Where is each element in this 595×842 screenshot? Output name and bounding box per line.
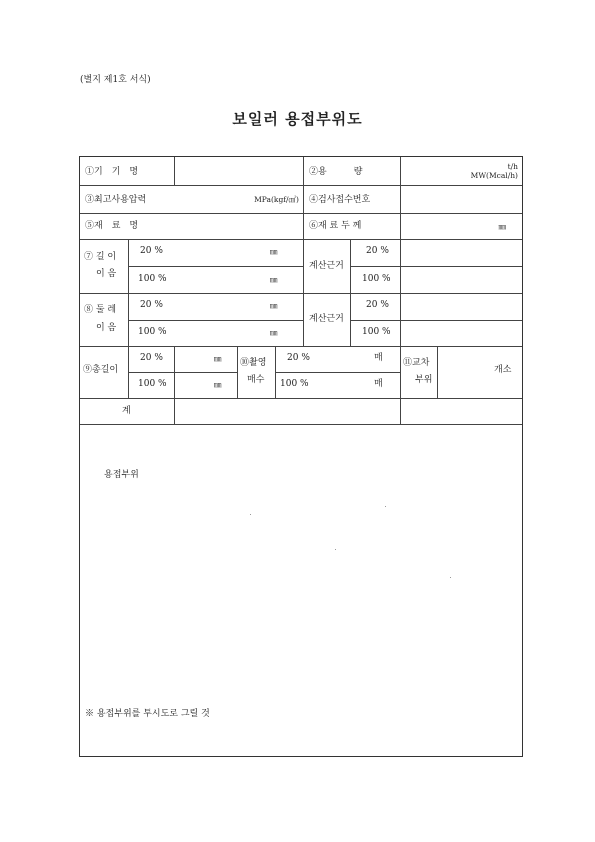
film-pct-20: 20 % [287,353,310,363]
weld-area-label: 용접부위 [104,470,139,480]
total-unit-2: ㎜ [214,380,222,389]
cross-area-label-2: 부위 [415,375,433,385]
film-pct-100: 100 % [280,379,309,389]
long-joint-unit-1: ㎜ [270,247,278,256]
capacity-label: ②용 량 [309,167,363,177]
long-joint-label: ⑦ 길 이 [84,252,117,262]
circ-basis-pct-100: 100 % [362,327,391,337]
thickness-unit: ㎜ [498,222,506,231]
film-unit-1: 매 [374,353,383,363]
material-thickness-label: ⑥재 료 두 께 [309,221,362,231]
long-basis-pct-20: 20 % [366,246,389,256]
max-pressure-label: ③최고사용압력 [85,195,147,205]
form-reference: (별지 제1호 서식) [80,75,151,85]
total-length-label: ⑨총길이 [83,365,119,375]
equipment-name-label: ①기 기 명 [85,167,139,177]
cross-area-label: ⑪교차 [403,358,430,368]
cross-area-unit: 개소 [494,365,512,375]
long-joint-unit-2: ㎜ [270,275,278,284]
circ-joint-label: ⑧ 둘 레 [84,305,117,315]
inspection-number-label: ④검사접수번호 [309,195,371,205]
film-count-label-2: 매수 [247,375,265,385]
long-joint-pct-100: 100 % [138,274,167,284]
capacity-unit-bottom: MW(Mcal/h) [470,171,518,180]
circ-joint-pct-20: 20 % [140,300,163,310]
film-unit-2: 매 [374,379,383,389]
capacity-unit-top: t/h [507,162,518,171]
total-pct-100: 100 % [138,379,167,389]
total-unit-1: ㎜ [214,354,222,363]
film-count-label: ⑩촬영 [240,358,267,368]
page-title: 보일러 용접부위도 [232,110,363,128]
circ-joint-basis: 계산근거 [309,314,344,324]
drawing-note: ※ 용접부위를 투시도로 그릴 것 [85,709,210,719]
circ-joint-pct-100: 100 % [138,327,167,337]
long-joint-pct-20: 20 % [140,246,163,256]
total-pct-20: 20 % [140,353,163,363]
circ-joint-label-2: 이 음 [96,323,117,333]
remarks-label: 계 [122,406,131,416]
circ-joint-unit-2: ㎜ [270,328,278,337]
circ-joint-unit-1: ㎜ [270,301,278,310]
material-name-label: ⑤재 료 명 [85,221,139,231]
long-basis-pct-100: 100 % [362,274,391,284]
circ-basis-pct-20: 20 % [366,300,389,310]
pressure-unit: MPa(kgf/㎠) [254,195,299,204]
long-joint-basis: 계산근거 [309,261,344,271]
weld-inspection-form [79,156,523,757]
long-joint-label-2: 이 음 [96,269,117,279]
